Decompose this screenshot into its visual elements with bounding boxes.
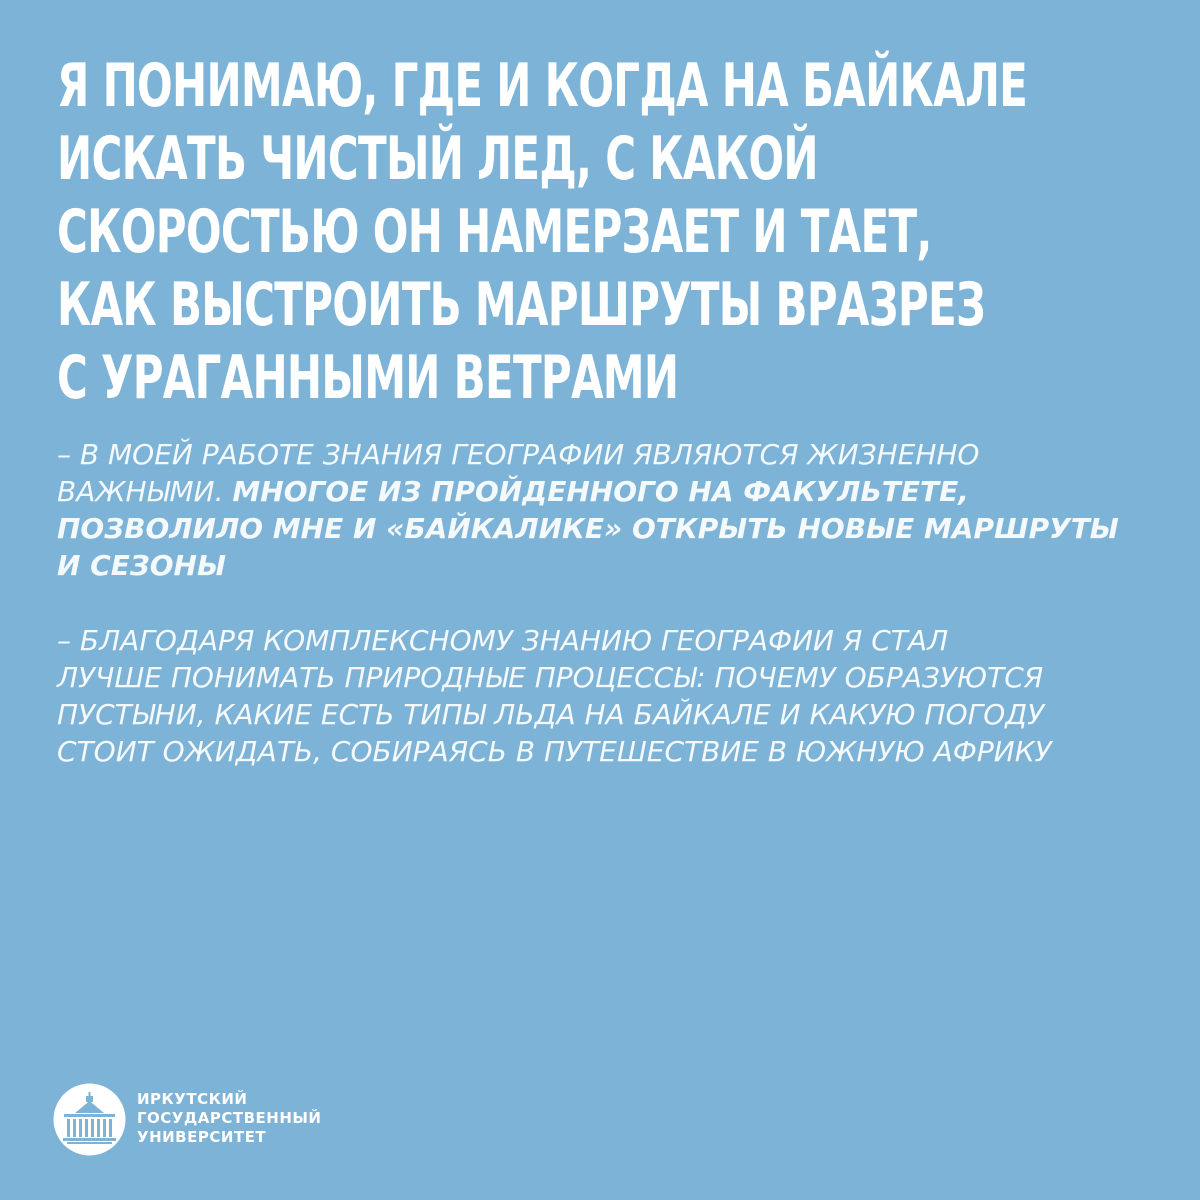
- quote-line: СТОИТ ОЖИДАТЬ, СОБИРАЯСЬ В ПУТЕШЕСТВИЕ В ЮЖНУЮ АФРИКУ: [57, 735, 1052, 768]
- headline-line: С УРАГАННЫМИ ВЕТРАМИ: [57, 343, 679, 413]
- headline: [57, 50, 1149, 415]
- quote-paragraph-2: [57, 622, 1167, 770]
- university-name-line: ГОСУДАРСТВЕННЫЙ: [137, 1109, 322, 1127]
- headline-line: Я ПОНИМАЮ, ГДЕ И КОГДА НА БАЙКАЛЕ: [57, 51, 1028, 121]
- headline-line: ИСКАТЬ ЧИСТЫЙ ЛЕД, С КАКОЙ: [57, 124, 818, 194]
- quote-regular-text: ВАЖНЫМИ.: [57, 475, 224, 508]
- headline-line: СКОРОСТЬЮ ОН НАМЕРЗАЕТ И ТАЕТ,: [57, 197, 932, 267]
- university-name-line: УНИВЕРСИТЕТ: [137, 1128, 267, 1146]
- quote-bold-line: И СЕЗОНЫ: [57, 549, 226, 582]
- quote-line: ЛУЧШЕ ПОНИМАТЬ ПРИРОДНЫЕ ПРОЦЕССЫ: ПОЧЕМУ ОБРАЗУЮТСЯ: [57, 661, 1044, 694]
- quote-bold-text: МНОГОЕ ИЗ ПРОЙДЕННОГО НА ФАКУЛЬТЕТЕ,: [232, 475, 969, 508]
- quote-line: – БЛАГОДАРЯ КОМПЛЕКСНОМУ ЗНАНИЮ ГЕОГРАФИИ Я СТАЛ: [57, 624, 949, 657]
- quote-line: – В МОЕЙ РАБОТЕ ЗНАНИЯ ГЕОГРАФИИ ЯВЛЯЮТСЯ ЖИЗНЕННО: [57, 438, 980, 471]
- headline-line: КАК ВЫСТРОИТЬ МАРШРУТЫ ВРАЗРЕЗ: [57, 270, 986, 340]
- university-name-line: ИРКУТСКИЙ: [137, 1090, 248, 1108]
- university-name: [137, 1090, 321, 1147]
- quote-bold-line: ПОЗВОЛИЛО МНЕ И «БАЙКАЛИКЕ» ОТКРЫТЬ НОВЫЕ МАРШРУТЫ: [57, 512, 1119, 545]
- quote-line: [57, 473, 1167, 510]
- quote-paragraph-1: [57, 436, 1167, 584]
- university-building-icon: [53, 1083, 126, 1156]
- quote-line: ПУСТЫНИ, КАКИЕ ЕСТЬ ТИПЫ ЛЬДА НА БАЙКАЛЕ И КАКУЮ ПОГОДУ: [57, 698, 1045, 731]
